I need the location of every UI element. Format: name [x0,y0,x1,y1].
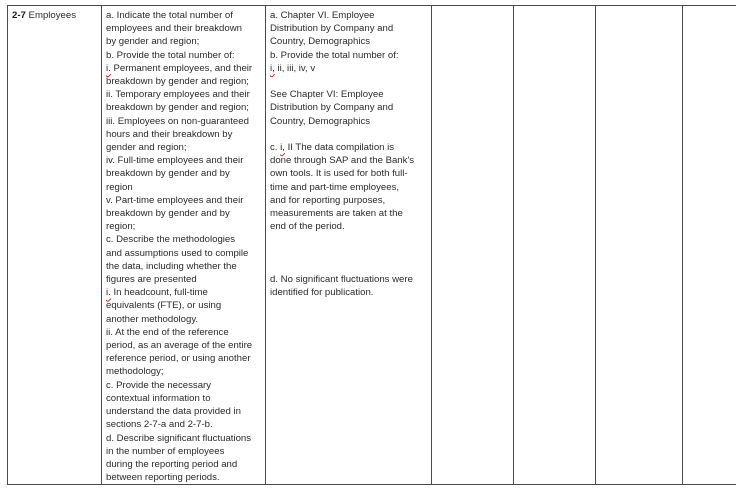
text-line: i. Permanent employees, and their [106,62,253,74]
text-line: and for reporting purposes, [270,194,386,206]
text-line: b. Provide the total number of: [106,49,235,61]
text-line: gender and region; [106,142,187,154]
disclosure-cell [8,6,102,485]
response-paragraph [270,88,427,128]
text-line: in the number of employees [106,445,225,457]
text-line: d. Describe significant fluctuations [106,432,252,444]
response-paragraph [270,273,427,299]
text-line: ii. Temporary employees and their [106,89,250,101]
text-line: contextual information to [106,392,211,404]
disclosure-title: Employees [28,10,77,21]
text-line: a. Indicate the total number of [106,10,233,21]
empty-cell [596,6,683,485]
text-line: breakdown by gender and region; [106,102,249,114]
response-paragraph [270,9,427,75]
text-line: identified for publication. [270,287,374,299]
text-line: understand the data provided in [106,406,241,418]
response-paragraph [270,247,427,260]
spellcheck-mark: i, [270,62,275,74]
text-line: time and part-time employees, [270,181,400,193]
text-line: end of the period. [270,221,345,233]
empty-cell [432,6,514,485]
text-line: iii. Employees on non-guaranteed [106,115,249,127]
text-line: c. Describe the methodologies [106,234,236,246]
text-line: c. i, II The data compilation is [270,142,395,153]
requirements-text [106,9,261,484]
requirements-cell [102,6,266,485]
text-line: region [106,181,133,193]
text-line: breakdown by gender and by [106,168,230,180]
response-cell [266,6,432,485]
text-line: b. Provide the total number of: [270,49,399,61]
gri-index-table [7,5,736,485]
text-line: the data, including whether the [106,260,237,272]
text-line: i, ii, iii, iv, v [270,62,316,74]
text-line: i. In headcount, full-time [106,287,208,299]
text-line: between reporting periods. [106,472,220,484]
table-row [8,6,736,485]
text-line: done through SAP and the Bank's [270,155,415,167]
text-line: Country, Demographics [270,36,371,48]
text-line: measurements are taken at the [270,208,403,220]
text-line: breakdown by gender and region; [106,76,249,88]
text-line: equivalents (FTE), or using [106,300,222,312]
text-line: reference period, or using another [106,353,251,365]
text-line: c. Provide the necessary [106,379,212,391]
text-line: figures are presented [106,274,197,286]
text-line: methodology; [106,366,164,378]
text-line: another methodology. [106,313,199,325]
spellcheck-mark: i. [106,287,111,299]
text-line: Country, Demographics [270,115,371,127]
empty-cell [514,6,596,485]
text-line: region; [106,221,136,233]
text-line: by gender and region; [106,36,200,48]
empty-cell [683,6,736,485]
text-line: breakdown by gender and by [106,208,230,220]
text-line [270,247,427,260]
text-line: v. Part-time employees and their [106,194,244,206]
text-line: Distribution by Company and [270,102,394,114]
text-line: period, as an average of the entire [106,340,253,352]
text-line: ii. At the end of the reference [106,326,229,338]
text-line: own tools. It is used for both full- [270,168,408,180]
text-line: iv. Full-time employees and their [106,155,244,167]
text-line: d. No significant fluctuations were [270,274,413,285]
text-line: a. Chapter VI. Employee [270,10,375,21]
response-paragraph [270,141,427,233]
text-line: during the reporting period and [106,458,238,470]
spellcheck-mark: i. [106,62,111,74]
text-line: hours and their breakdown by [106,128,233,140]
disclosure-code: 2-7 [12,10,26,21]
text-line: Distribution by Company and [270,23,394,35]
text-line: employees and their breakdown [106,23,242,35]
response-text [270,9,427,299]
spellcheck-mark: i, [280,142,285,153]
text-line: sections 2-7-a and 2-7-b. [106,419,213,431]
text-line: See Chapter VI: Employee [270,89,384,101]
text-line: and assumptions used to compile [106,247,249,259]
